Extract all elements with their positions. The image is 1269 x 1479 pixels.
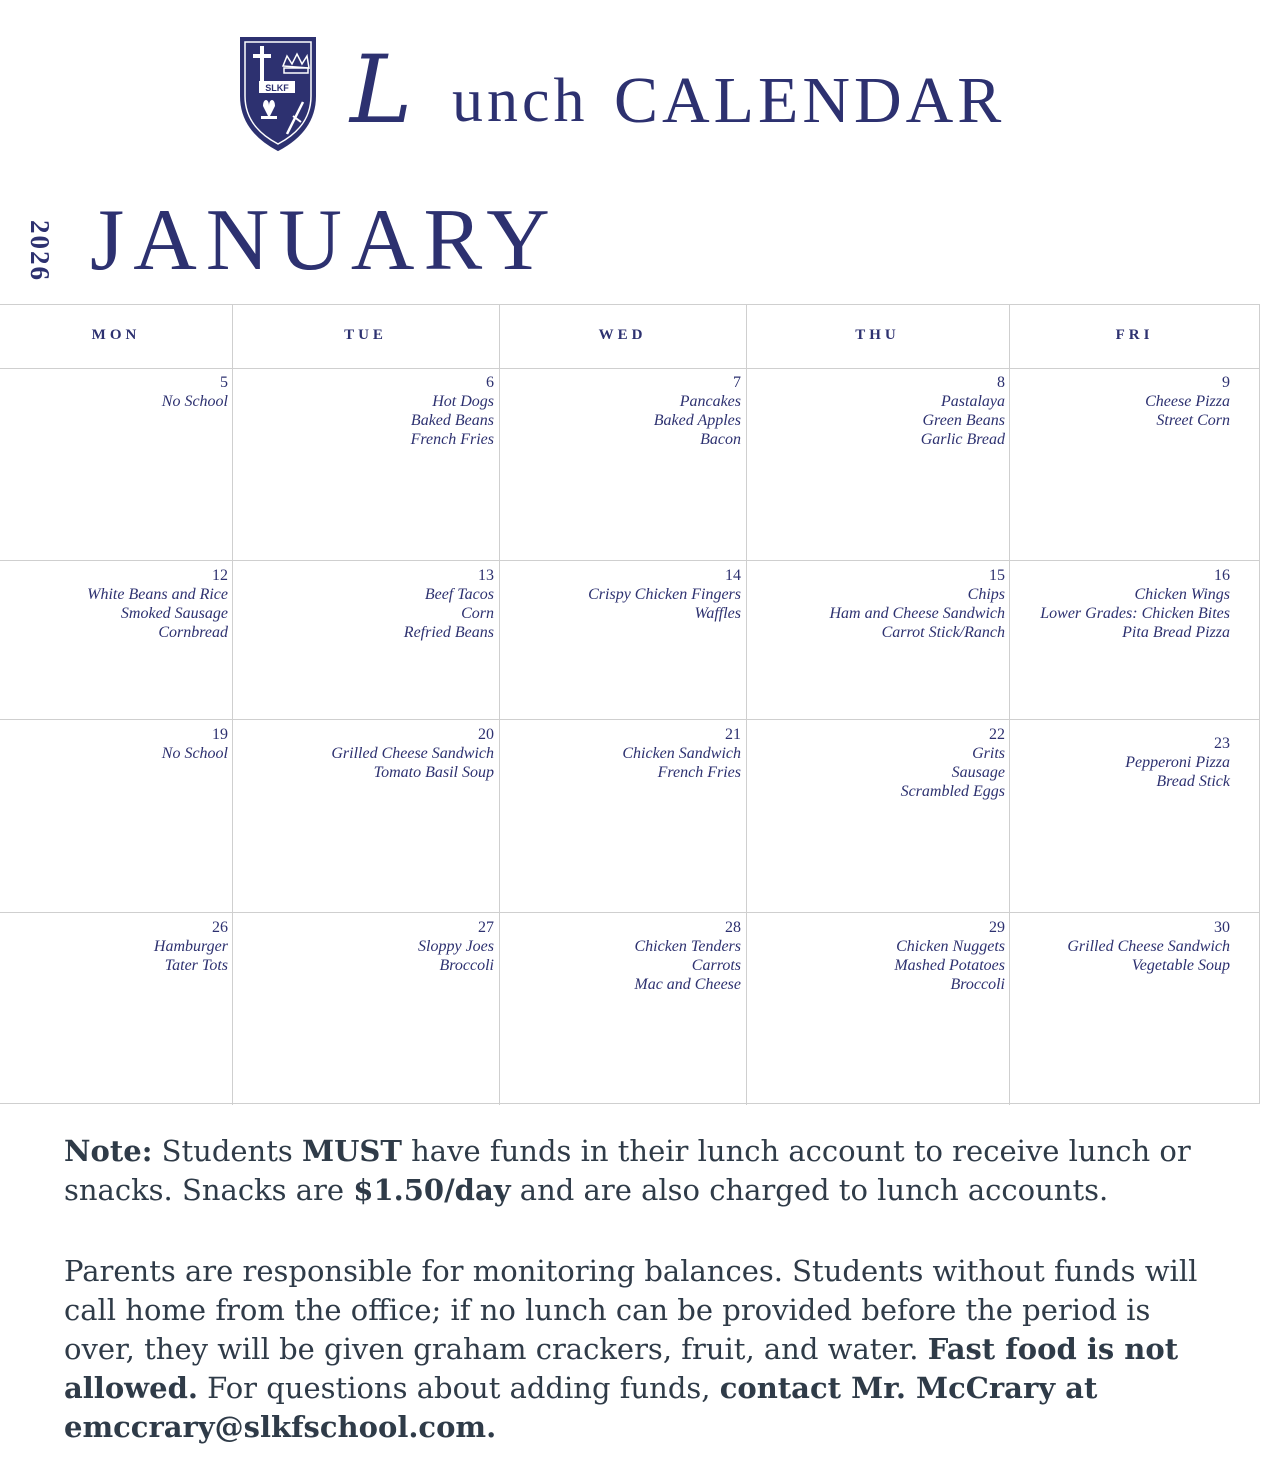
day-cell: [749, 373, 1005, 449]
title-initial: L: [350, 36, 413, 145]
grid-line: [0, 719, 1260, 720]
menu-item: Grilled Cheese Sandwich: [1067, 938, 1230, 955]
day-cell: [1013, 734, 1230, 791]
note-funds: [64, 1132, 1214, 1210]
grid-line: [1009, 305, 1010, 1105]
day-number: 26: [212, 919, 228, 936]
day-cell: [749, 566, 1005, 642]
note-label: Note:: [64, 1134, 153, 1168]
menu-item: Ham and Cheese Sandwich: [829, 605, 1005, 622]
menu-item: Bacon: [700, 431, 741, 448]
grid-line: [499, 305, 500, 1105]
menu-item: Chicken Nuggets: [896, 938, 1005, 955]
menu-item: Pita Bread Pizza: [1122, 624, 1230, 641]
day-number: 19: [212, 726, 228, 743]
note-must: MUST: [301, 1134, 402, 1168]
menu-item: No School: [161, 393, 228, 410]
grid-line: [0, 912, 1260, 913]
menu-item: Smoked Sausage: [120, 605, 228, 622]
day-cell: [4, 725, 228, 763]
menu-item: Refried Beans: [403, 624, 494, 641]
calendar-grid: [0, 304, 1260, 1104]
menu-item: Sloppy Joes: [418, 938, 494, 955]
menu-item: Corn: [461, 605, 494, 622]
menu-item: Grits: [972, 745, 1005, 762]
weekday-fri: FRI: [1115, 327, 1154, 343]
menu-item: Hot Dogs: [432, 393, 494, 410]
day-cell: [236, 918, 494, 975]
day-number: 30: [1214, 919, 1230, 936]
day-number: 21: [725, 726, 741, 743]
menu-item: Pancakes: [679, 393, 741, 410]
menu-item: Tomato Basil Soup: [373, 764, 494, 781]
menu-item: Vegetable Soup: [1131, 957, 1230, 974]
menu-item: No School: [161, 745, 228, 762]
menu-item: Garlic Bread: [920, 431, 1005, 448]
day-cell: [236, 566, 494, 642]
crest-text: SLKF: [265, 83, 289, 93]
title-rest: unch: [452, 67, 589, 135]
weekday-mon: MON: [91, 327, 141, 343]
day-number: 23: [1214, 735, 1230, 752]
note-balances: [64, 1252, 1214, 1447]
day-cell: [236, 725, 494, 782]
menu-item: Bread Stick: [1156, 773, 1230, 790]
weekday-wed: WED: [598, 327, 647, 343]
menu-item: Crispy Chicken Fingers: [588, 586, 741, 603]
menu-item: French Fries: [657, 764, 741, 781]
day-number: 16: [1214, 567, 1230, 584]
day-number: 5: [220, 374, 228, 391]
note-contact: contact Mr. McCrary at emccrary@slkfschool.com.: [64, 1371, 1098, 1444]
menu-item: Green Beans: [922, 412, 1005, 429]
day-number: 12: [212, 567, 228, 584]
school-crest-icon: [239, 36, 317, 152]
note-text: Students: [152, 1134, 302, 1168]
title-calendar: CALENDAR: [614, 64, 1006, 137]
day-number: 8: [997, 374, 1005, 391]
menu-item: Carrot Stick/Ranch: [881, 624, 1005, 641]
day-cell: [1013, 373, 1230, 430]
menu-item: Mashed Potatoes: [894, 957, 1005, 974]
menu-item: Scrambled Eggs: [900, 783, 1005, 800]
weekday-thu: THU: [855, 327, 900, 343]
menu-item: Beef Tacos: [424, 586, 494, 603]
day-cell: [236, 373, 494, 449]
day-cell: [1013, 566, 1230, 642]
month-title: JANUARY: [90, 192, 559, 289]
note-text: For questions about adding funds,: [197, 1371, 720, 1405]
note-text: and are also charged to lunch accounts.: [510, 1173, 1109, 1207]
day-cell: [502, 566, 741, 623]
menu-item: Chicken Tenders: [634, 938, 741, 955]
day-number: 14: [725, 567, 741, 584]
header: [0, 0, 1269, 170]
note-fast-food: Fast food is not allowed.: [64, 1332, 1179, 1405]
year-label: 2026: [25, 220, 55, 282]
menu-item: Broccoli: [950, 976, 1005, 993]
day-cell: [502, 373, 741, 449]
day-number: 13: [478, 567, 494, 584]
day-cell: [1013, 918, 1230, 975]
menu-item: Pepperoni Pizza: [1125, 754, 1230, 771]
notes-section: [64, 1132, 1214, 1447]
day-cell: [4, 566, 228, 642]
day-number: 29: [989, 919, 1005, 936]
day-cell: [502, 725, 741, 782]
day-number: 28: [725, 919, 741, 936]
grid-line: [0, 560, 1260, 561]
day-number: 7: [733, 374, 741, 391]
menu-item: French Fries: [410, 431, 494, 448]
day-number: 15: [989, 567, 1005, 584]
note-text: Parents are responsible for monitoring balances. Students without funds will call home from the office; if no lunch can be provided before the period is over, they will be given graham crackers, fruit, and water.: [64, 1254, 1198, 1366]
menu-item: Chicken Wings: [1134, 586, 1230, 603]
menu-item: Baked Apples: [653, 412, 741, 429]
menu-item: Grilled Cheese Sandwich: [331, 745, 494, 762]
menu-item: Baked Beans: [410, 412, 494, 429]
menu-item: Chips: [967, 586, 1005, 603]
menu-item: Chicken Sandwich: [622, 745, 741, 762]
day-number: 27: [478, 919, 494, 936]
menu-item: Broccoli: [439, 957, 494, 974]
day-number: 9: [1222, 374, 1230, 391]
day-cell: [749, 725, 1005, 801]
day-cell: [502, 918, 741, 994]
menu-item: Pastalaya: [941, 393, 1005, 410]
menu-item: Lower Grades: Chicken Bites: [1040, 605, 1230, 622]
day-cell: [4, 373, 228, 411]
menu-item: Carrots: [691, 957, 741, 974]
menu-item: Mac and Cheese: [634, 976, 741, 993]
day-number: 6: [486, 374, 494, 391]
menu-item: Cornbread: [158, 624, 228, 641]
menu-item: Waffles: [694, 605, 741, 622]
note-text: have funds in their lunch account to receive lunch or snacks. Snacks are: [64, 1134, 1191, 1207]
note-price: $1.50/day: [353, 1173, 511, 1207]
menu-item: Street Corn: [1156, 412, 1230, 429]
day-number: 22: [989, 726, 1005, 743]
weekday-tue: TUE: [344, 327, 387, 343]
menu-item: Tater Tots: [164, 957, 228, 974]
menu-item: Hamburger: [153, 938, 228, 955]
grid-line: [232, 305, 233, 1105]
grid-line: [746, 305, 747, 1105]
weekday-header-row: [0, 305, 1260, 369]
menu-item: Sausage: [951, 764, 1005, 781]
day-cell: [749, 918, 1005, 994]
menu-item: Cheese Pizza: [1145, 393, 1230, 410]
day-number: 20: [478, 726, 494, 743]
menu-item: White Beans and Rice: [87, 586, 228, 603]
day-cell: [4, 918, 228, 975]
